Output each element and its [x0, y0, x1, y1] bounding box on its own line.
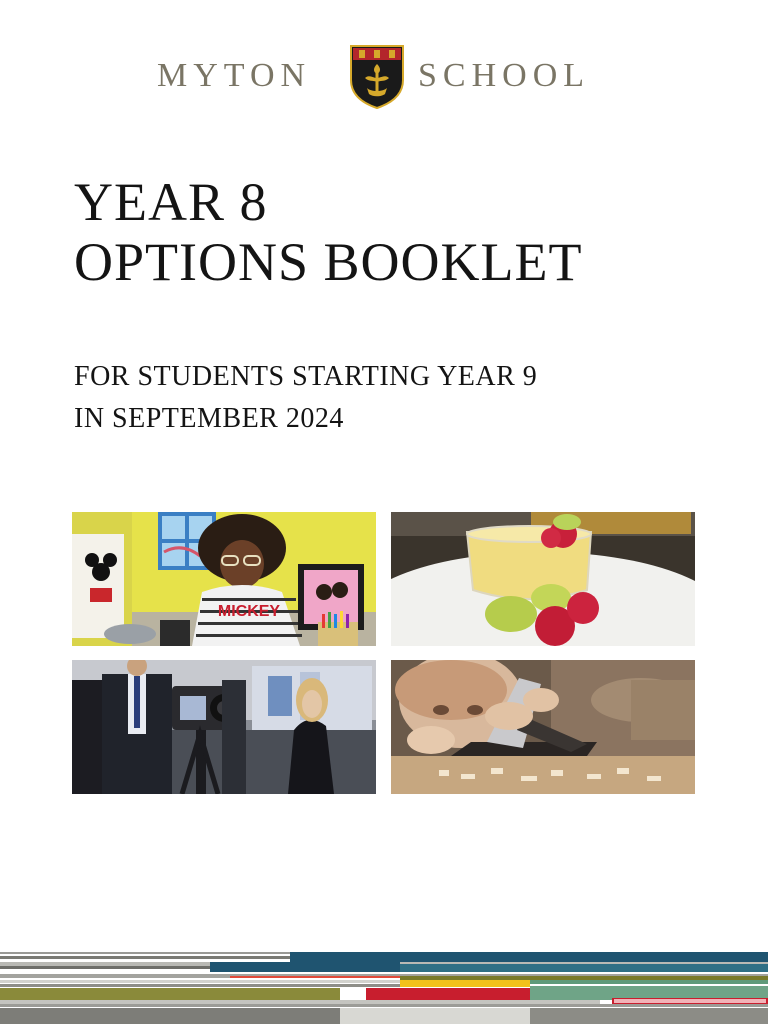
- shield-crest-icon: [349, 44, 405, 110]
- woodwork-photo: [391, 660, 695, 794]
- camera-filming-photo: [72, 660, 376, 794]
- booklet-subtitle: [74, 356, 537, 440]
- subtitle-line-2: IN SEPTEMBER 2024: [74, 403, 344, 434]
- dessert-photo: [391, 512, 695, 646]
- school-name-right: SCHOOL: [418, 57, 591, 94]
- decorative-stripe-band: [0, 948, 768, 1024]
- art-painting-photo: [72, 512, 376, 646]
- school-header: [0, 40, 768, 112]
- mickey-text: MICKEY: [217, 603, 281, 620]
- title-line-2: OPTIONS BOOKLET: [74, 232, 583, 292]
- subtitle-line-1: FOR STUDENTS STARTING YEAR 9: [74, 361, 538, 392]
- booklet-title: [74, 172, 583, 292]
- title-line-1: YEAR 8: [74, 172, 268, 232]
- school-name-left: MYTON: [157, 57, 312, 94]
